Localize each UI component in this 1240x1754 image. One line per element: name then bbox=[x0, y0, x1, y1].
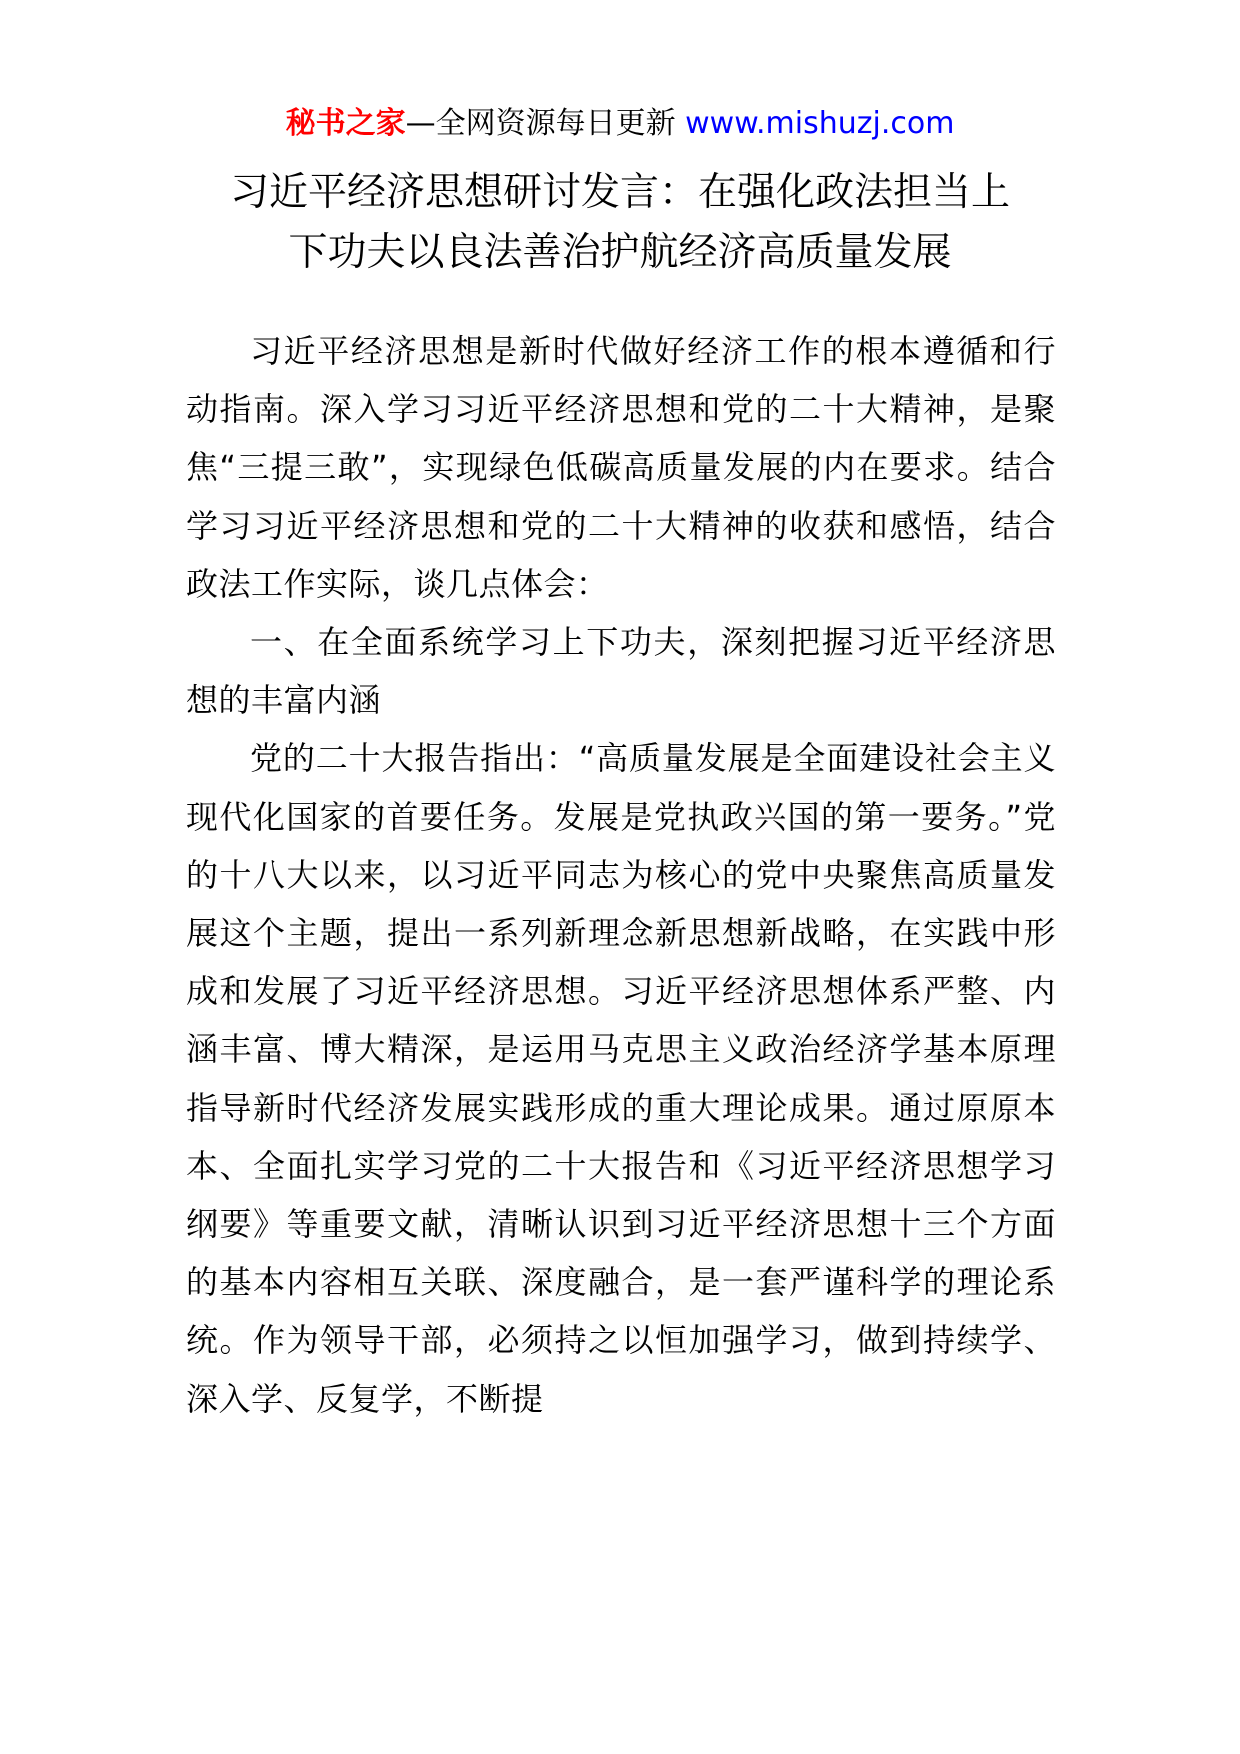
paragraph-section-1: 党的二十大报告指出：“高质量发展是全面建设社会主义现代化国家的首要任务。发展是党执政兴国的第一要务。”党的十八大以来，以习近平同志为核心的党中央聚焦高质量发展这个主题，提出一系列新理念新思想新战略，在实践中形成和发展了习近平经济思想。习近平经济思想体系严整、内涵丰富、博大精深，是运用马克思主义政治经济学基本原理指导新时代经济发展实践形成的重大理论成果。通过原原本本、全面扎实学习党的二十大报告和《习近平经济思想学习纲要》等重要文献，清晰认识到习近平经济思想十三个方面的基本内容相互关联、深度融合，是一套严谨科学的理论系统。作为领导干部，必须持之以恒加强学习，做到持续学、深入学、反复学，不断提 bbox=[186, 739, 1056, 1418]
title-line-1: 习近平经济思想研讨发言：在强化政法担当上 bbox=[229, 170, 1010, 215]
header-tagline: —全网资源每日更新 bbox=[405, 106, 676, 141]
title-line-2: 下功夫以良法善治护航经济高质量发展 bbox=[288, 230, 952, 275]
paragraph-intro: 习近平经济思想是新时代做好经济工作的根本遵循和行动指南。深入学习习近平经济思想和党的二十大精神，是聚焦“三提三敢”，实现绿色低碳高质量发展的内在要求。结合学习习近平经济思想和党的二十大精神的收获和感悟，结合政法工作实际，谈几点体会： bbox=[186, 332, 1056, 603]
section-heading-1: 一、在全面系统学习上下功夫，深刻把握习近平经济思想的丰富内涵 bbox=[186, 623, 1056, 720]
site-header bbox=[0, 98, 1240, 150]
document-body bbox=[186, 322, 1056, 1428]
site-url-link[interactable]: www.mishuzj.com bbox=[685, 106, 955, 141]
document-title bbox=[150, 163, 1090, 283]
brand-name: 秘书之家 bbox=[285, 106, 406, 141]
